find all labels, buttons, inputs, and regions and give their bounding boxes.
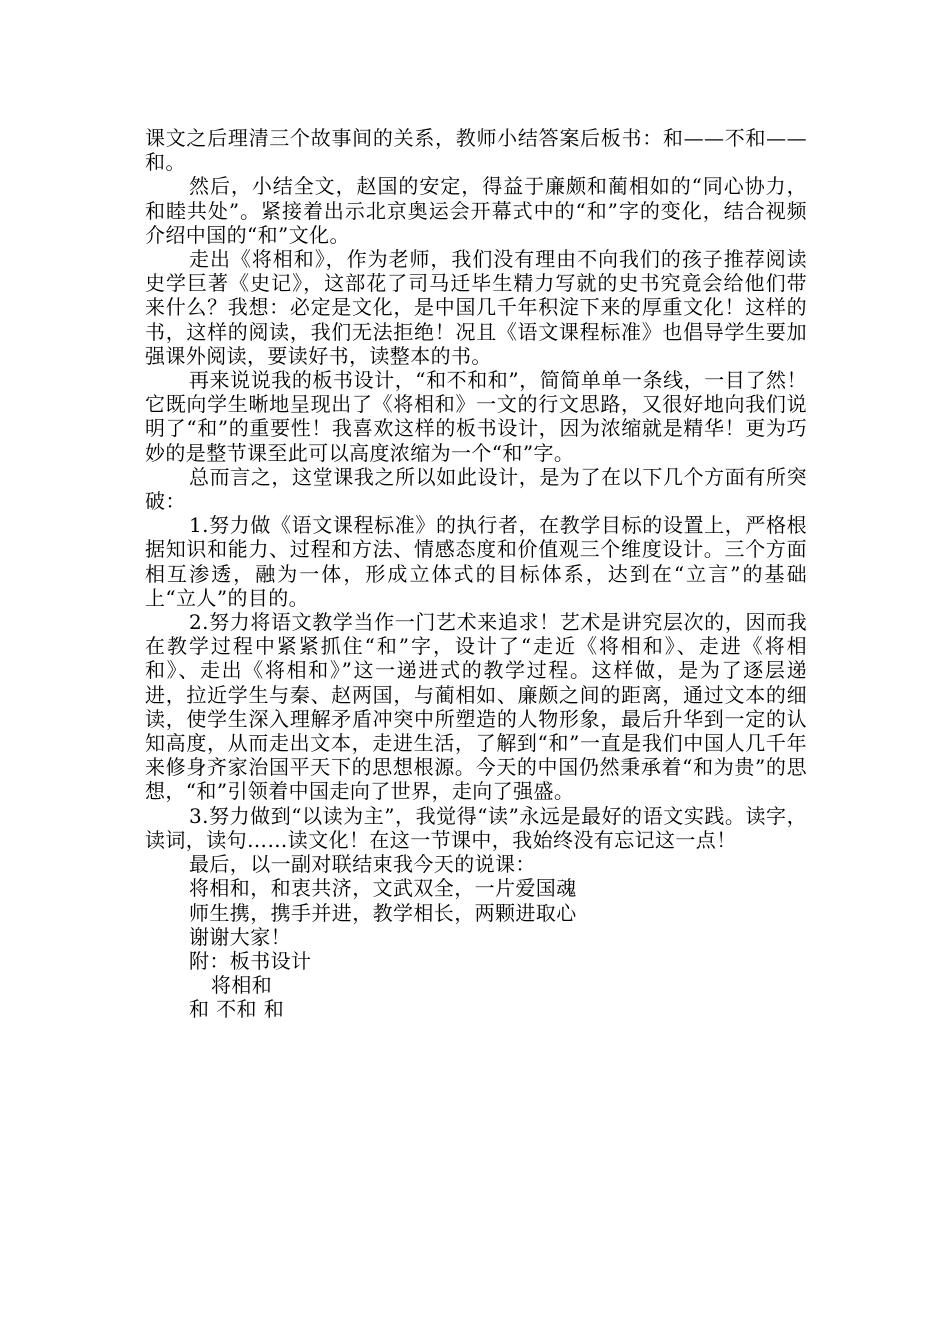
closing-line: 最后，以一副对联结束我今天的说课： bbox=[189, 852, 536, 877]
paragraph-point-2: 2.努力将语文教学当作一门艺术来追求！艺术是讲究层次的，因而我在教学过程中紧紧抓住“和”字，设计了“走近《将相和》、走进《将相和》、走出《将相和》”这一递进式的教学过程。这样做，是为了逐层递进，拉近学生与秦、赵两国，与蔺相如、廉颇之间的距离，通过文本的细读，使学生深入理解矛盾冲突中所塑造的人物形象，最后升华到一定的认知高度，从而走出文本，走进生活，了解到“和”一直是我们中国人几千年来修身齐家治国平天下的思想根源。今天的中国仍然秉承着“和为贵”的思想，“和”引领着中国走向了世界，走向了强盛。 bbox=[145, 610, 807, 804]
paragraph-point-3: 3.努力做到“以读为主”，我觉得“读”永远是最好的语文实践。读字，读词，读句……读文化！在这一节课中，我始终没有忘记这一点！ bbox=[145, 803, 807, 852]
thanks-line: 谢谢大家！ bbox=[189, 924, 291, 949]
paragraph-overall: 总而言之，这堂课我之所以如此设计，是为了在以下几个方面有所突破： bbox=[145, 464, 807, 514]
document-body bbox=[145, 126, 807, 1022]
paragraph-point-1: 1.努力做《语文课程标准》的执行者，在教学目标的设置上，严格根据知识和能力、过程和方法、情感态度和价值观三个维度设计。三个方面相互渗透，融为一体，形成立体式的目标体系，达到在“立言”的基础上“立人”的目的。 bbox=[145, 513, 807, 610]
couplet-line-1: 将相和，和衷共济，文武双全，一片爱国魂 bbox=[189, 876, 577, 901]
paragraph-summary-board: 课文之后理清三个故事间的关系，教师小结答案后板书：和——不和——和。 bbox=[145, 126, 807, 175]
couplet-line-2: 师生携，携手并进，教学相长，两颗进取心 bbox=[189, 900, 577, 925]
board-title: 将相和 bbox=[211, 973, 273, 998]
board-line: 和 不和 和 bbox=[189, 997, 285, 1022]
paragraph-reading-recommendation: 走出《将相和》，作为老师，我们没有理由不向我们的孩子推荐阅读史学巨著《史记》，这部花了司马迁毕生精力写就的史书究竟会给他们带来什么？我想：必定是文化，是中国几千年积淀下来的厚重文化！这样的书，这样的阅读，我们无法拒绝！况且《语文课程标准》也倡导学生要加强课外阅读，要读好书，读整本的书。 bbox=[145, 247, 807, 368]
paragraph-conclusion: 然后，小结全文，赵国的安定，得益于廉颇和蔺相如的“同心协力，和睦共处”。紧接着出示北京奥运会开幕式中的“和”字的变化，结合视频介绍中国的“和”文化。 bbox=[145, 174, 807, 247]
paragraph-board-design: 再来说说我的板书设计，“和不和和”，简简单单一条线，一目了然！它既向学生晰地呈现出了《将相和》一文的行文思路，又很好地向我们说明了“和”的重要性！我喜欢这样的板书设计，因为浓缩就是精华！更为巧妙的是整节课至此可以高度浓缩为一个“和”字。 bbox=[145, 368, 807, 465]
appendix-heading: 附：板书设计 bbox=[189, 948, 312, 973]
